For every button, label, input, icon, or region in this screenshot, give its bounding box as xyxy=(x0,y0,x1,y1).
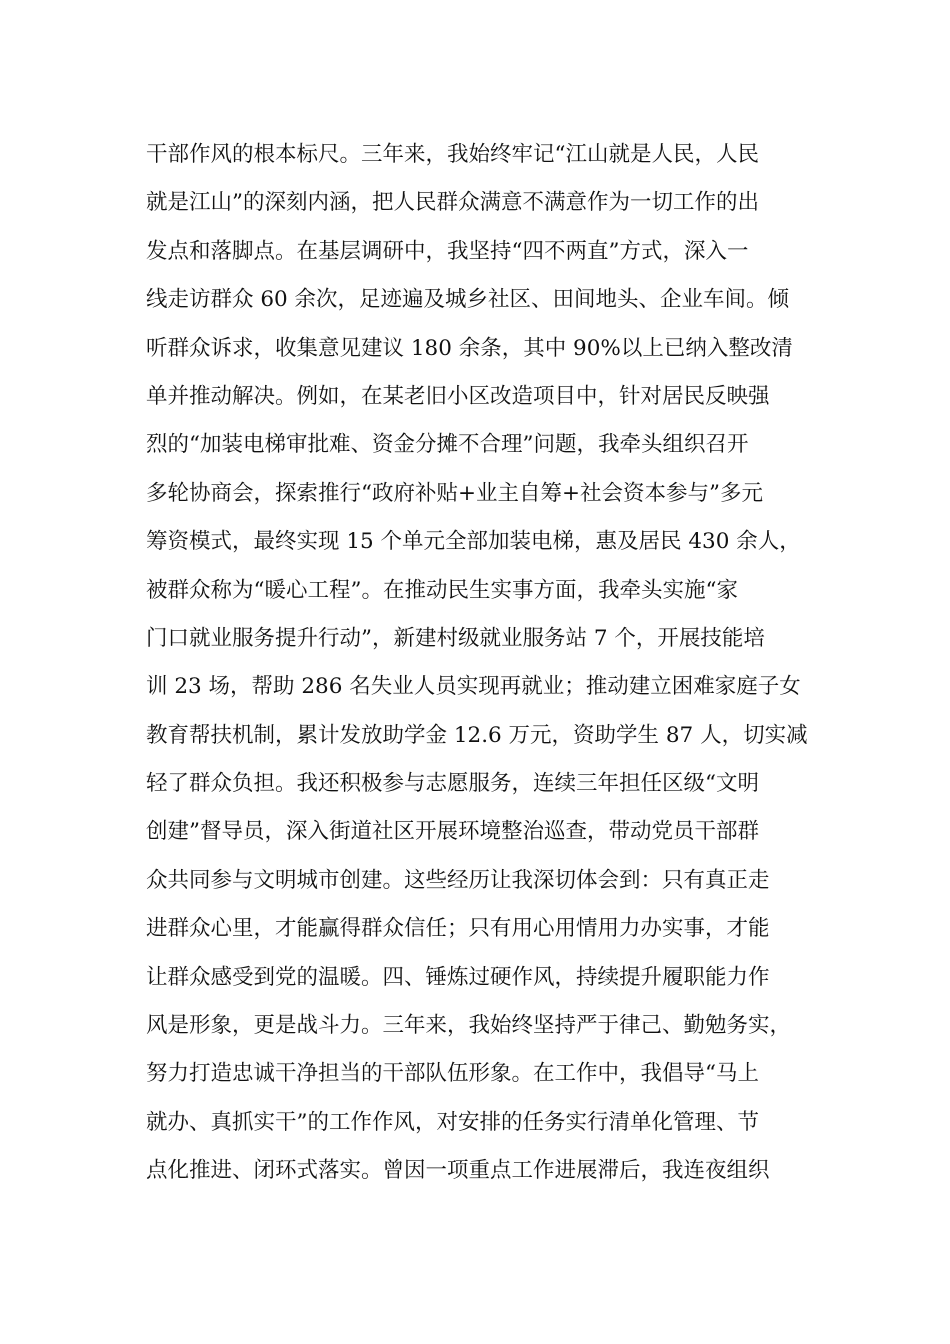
text-line: 进群众心里，才能赢得群众信任；只有用心用情用力办实事，才能 xyxy=(146,916,770,942)
text-line: 众共同参与文明城市创建。这些经历让我深切体会到：只有真正走 xyxy=(146,867,770,893)
text-line: 点化推进、闭环式落实。曾因一项重点工作进展滞后，我连夜组织 xyxy=(146,1158,770,1184)
text-line: 风是形象，更是战斗力。三年来，我始终坚持严于律己、勤勉务实， xyxy=(146,1013,792,1039)
text-line: 努力打造忠诚干净担当的干部队伍形象。在工作中，我倡导“马上 xyxy=(146,1061,759,1087)
text-line: 干部作风的根本标尺。三年来，我始终牢记“江山就是人民，人民 xyxy=(146,142,759,167)
text-line: 单并推动解决。例如，在某老旧小区改造项目中，针对居民反映强 xyxy=(146,383,770,409)
text-line: 就是江山”的深刻内涵，把人民群众满意不满意作为一切工作的出 xyxy=(146,190,759,216)
text-line: 轻了群众负担。我还积极参与志愿服务，连续三年担任区级“文明 xyxy=(146,771,759,797)
text-line: 训 23 场，帮助 286 名失业人员实现再就业；推动建立困难家庭子女 xyxy=(146,674,801,700)
text-line: 就办、真抓实干”的工作作风，对安排的任务实行清单化管理、节 xyxy=(146,1109,759,1135)
text-line: 教育帮扶机制，累计发放助学金 12.6 万元，资助学生 87 人，切实减 xyxy=(146,722,808,748)
text-line: 筹资模式，最终实现 15 个单元全部加装电梯，惠及居民 430 余人， xyxy=(146,529,801,555)
text-line: 门口就业服务提升行动”，新建村级就业服务站 7 个，开展技能培 xyxy=(146,625,765,651)
text-line: 烈的“加装电梯审批难、资金分摊不合理”问题，我牵头组织召开 xyxy=(146,432,749,458)
text-line: 创建”督导员，深入街道社区开展环境整治巡查，带动党员干部群 xyxy=(146,819,759,845)
text-line: 多轮协商会，探索推行“政府补贴+业主自筹+社会资本参与”多元 xyxy=(146,480,764,506)
text-line: 听群众诉求，收集意见建议 180 余条，其中 90%以上已纳入整改清 xyxy=(146,335,793,361)
body-text xyxy=(146,131,826,1196)
text-line: 被群众称为“暖心工程”。在推动民生实事方面，我牵头实施“家 xyxy=(146,577,738,603)
text-line: 线走访群众 60 余次，足迹遍及城乡社区、田间地头、企业车间。倾 xyxy=(146,287,790,313)
text-line: 让群众感受到党的温暖。四、锤炼过硬作风，持续提升履职能力作 xyxy=(146,964,770,990)
text-line: 发点和落脚点。在基层调研中，我坚持“四不两直”方式，深入一 xyxy=(146,238,749,264)
